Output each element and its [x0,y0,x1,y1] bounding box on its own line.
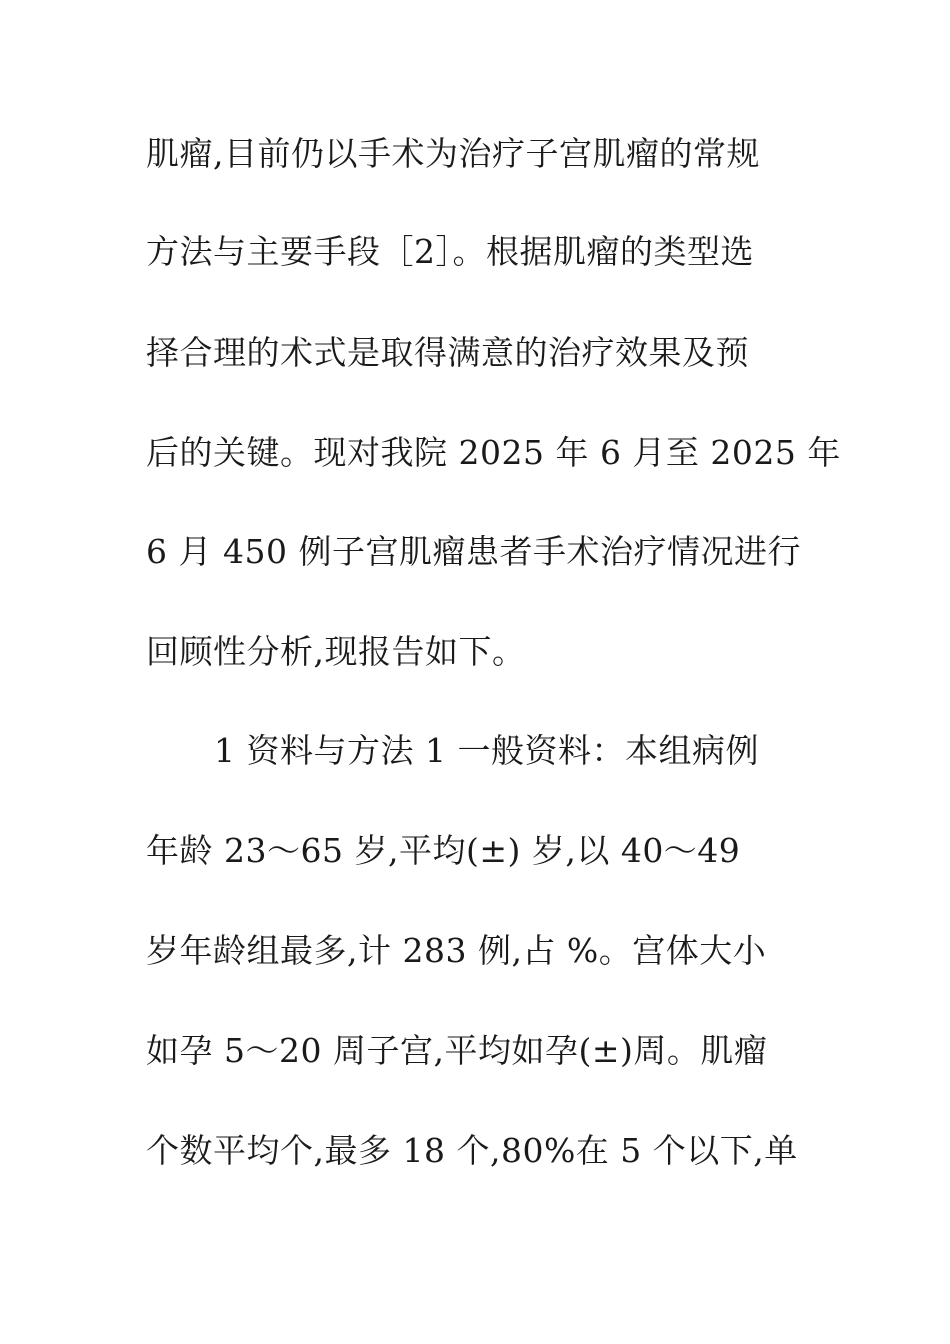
text-line: 方法与主要手段［2］。根据肌瘤的类型选 [146,232,754,271]
text-line: 岁年龄组最多,计 283 例,占 %。宫体大小 [146,931,767,970]
text-line: 后的关键。现对我院 2025 年 6 月至 2025 年 [146,433,841,472]
text-line: 肌瘤,目前仍以手术为治疗子宫肌瘤的常规 [146,134,760,173]
section-heading-line: 1 资料与方法 1 一般资料：本组病例 [214,731,759,770]
text-line: 6 月 450 例子宫肌瘤患者手术治疗情况进行 [146,532,801,571]
text-line: 择合理的术式是取得满意的治疗效果及预 [146,333,749,372]
text-line: 如孕 5～20 周子宫,平均如孕(±)周。肌瘤 [146,1031,768,1070]
text-line: 回顾性分析,现报告如下。 [146,632,526,671]
text-line: 年龄 23～65 岁,平均(±) 岁,以 40～49 [146,831,741,870]
text-line: 个数平均个,最多 18 个,80%在 5 个以下,单 [146,1131,798,1170]
